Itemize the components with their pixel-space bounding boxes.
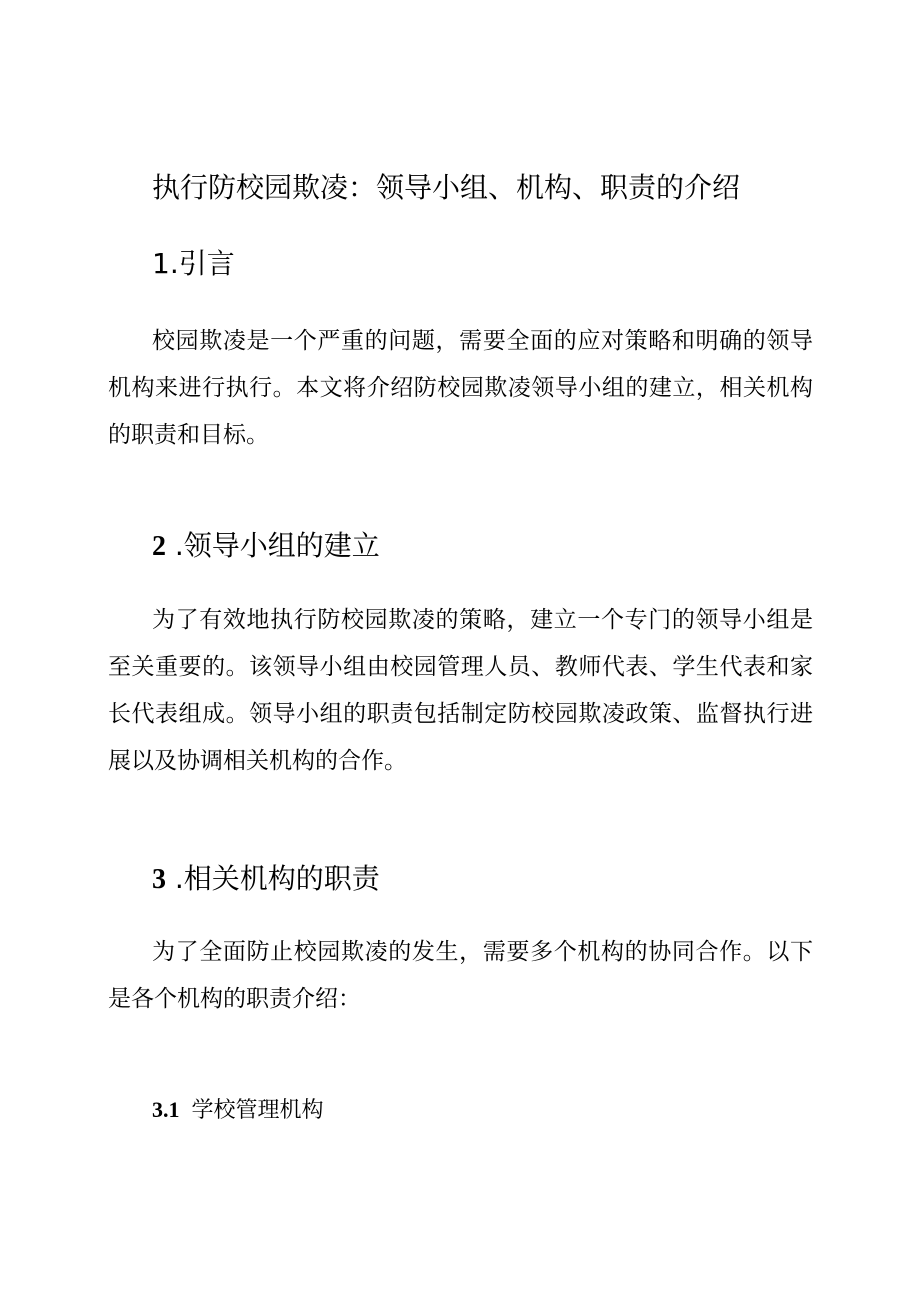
section-2-paragraph [108, 597, 813, 785]
section-2-number: 2 [152, 531, 166, 562]
paragraph-line: 的职责和目标。 [108, 422, 269, 448]
section-2-heading [152, 524, 380, 564]
section-1-heading: 1.引言 [152, 247, 235, 280]
section-3-paragraph [108, 929, 813, 1023]
section-3-heading [152, 857, 380, 897]
section-1-paragraph [108, 318, 813, 459]
section-2-title: .领导小组的建立 [174, 529, 380, 562]
section-3-number: 3 [152, 864, 166, 895]
section-3-1-heading [152, 1093, 324, 1124]
paragraph-line: 为了有效地执行防校园欺凌的策略，建立一个专门的领导小组是 [152, 607, 813, 633]
paragraph-line: 是各个机构的职责介绍： [108, 986, 361, 1012]
paragraph-line: 展以及协调相关机构的合作。 [108, 748, 407, 774]
paragraph-line: 校园欺凌是一个严重的问题，需要全面的应对策略和明确的领导 [152, 328, 813, 354]
paragraph-line: 长代表组成。领导小组的职责包括制定防校园欺凌政策、监督执行进 [108, 701, 813, 727]
section-3-title: .相关机构的职责 [174, 862, 380, 895]
document-title: 执行防校园欺凌：领导小组、机构、职责的介绍 [152, 171, 741, 204]
section-3-1-number: 3.1 [152, 1097, 180, 1122]
paragraph-line: 为了全面防止校园欺凌的发生，需要多个机构的协同合作。以下 [152, 939, 813, 965]
paragraph-line: 至关重要的。该领导小组由校园管理人员、教师代表、学生代表和家 [108, 654, 813, 680]
paragraph-line: 机构来进行执行。本文将介绍防校园欺凌领导小组的建立，相关机构 [108, 375, 813, 401]
section-3-1-title: 学校管理机构 [191, 1098, 324, 1123]
